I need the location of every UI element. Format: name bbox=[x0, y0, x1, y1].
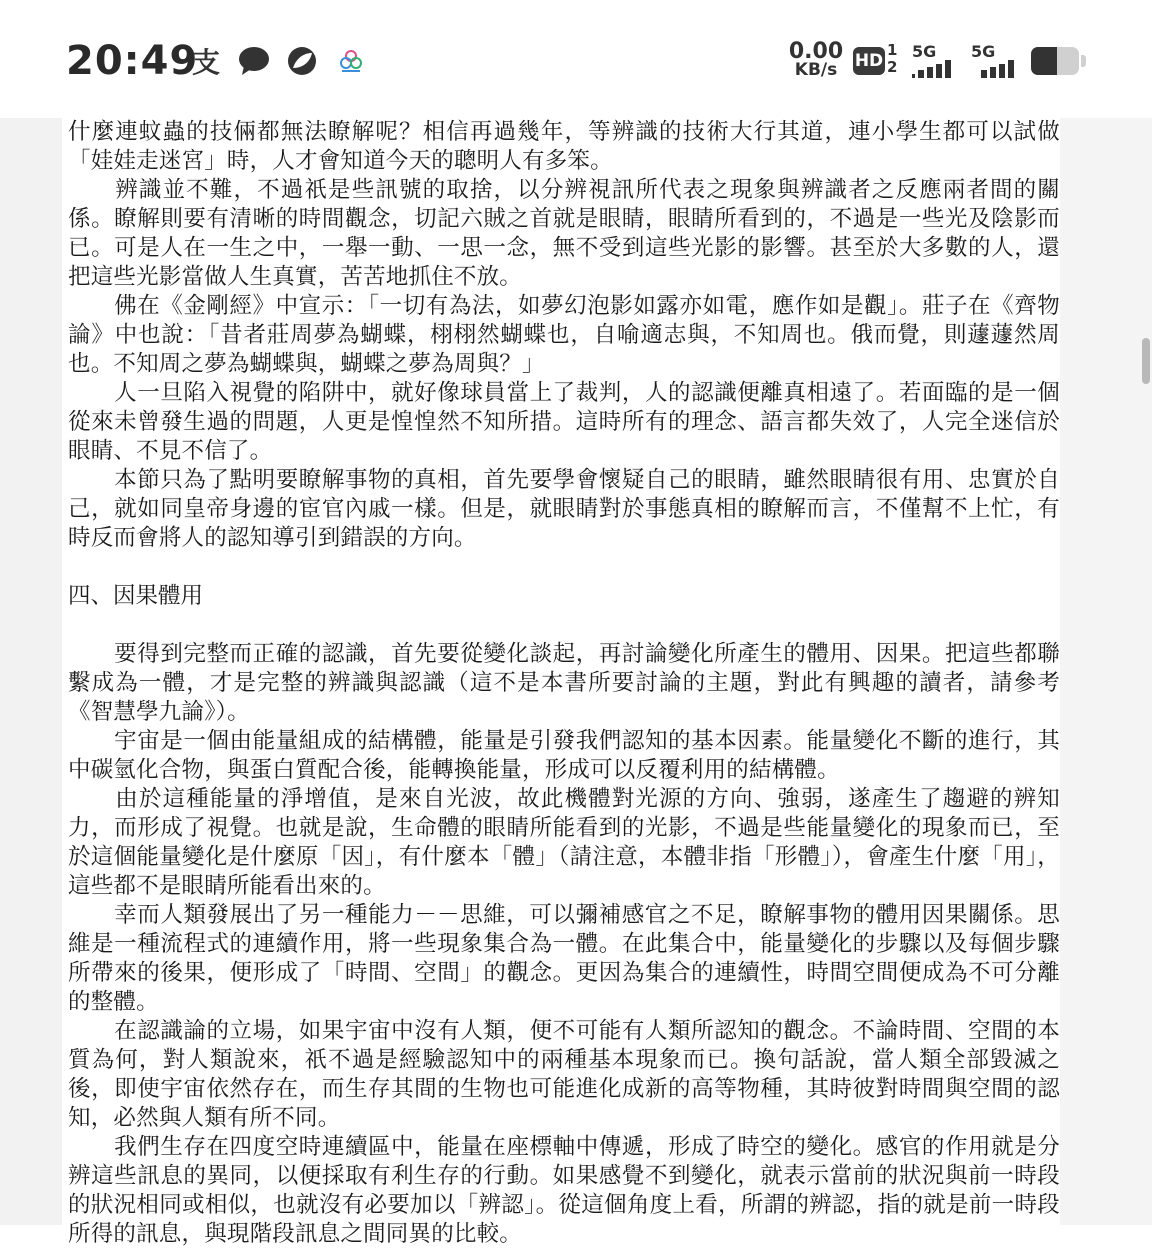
network-speed bbox=[786, 39, 846, 80]
alipay-icon bbox=[190, 44, 224, 82]
paragraph: 宇宙是一個由能量組成的結構體，能量是引發我們認知的基本因素。能量變化不斷的進行，其中碳氫化合物，與蛋白質配合後，能轉換能量，形成可以反覆利用的結構體。 bbox=[68, 728, 1060, 783]
section-heading: 四、因果體用 bbox=[68, 583, 204, 609]
hd-sim-1: 1 bbox=[887, 41, 898, 59]
paragraph: 人一旦陷入視覺的陷阱中，就好像球員當上了裁判，人的認識便離真相遠了。若面臨的是一個從來未曾發生過的問題，人更是惶惶然不知所措。這時所有的理念、語言都失效了，人完全迷信於眼睛、不見不信了。 bbox=[68, 380, 1060, 464]
paragraph: 幸而人類發展出了另一種能力－－思維，可以彌補感官之不足，瞭解事物的體用因果關係。思維是一種流程式的連續作用，將一些現象集合為一體。在此集合中，能量變化的步驟以及每個步驟所帶來的後果，便形成了「時間、空間」的觀念。更因為集合的連續性，時間空間便成為不可分離的整體。 bbox=[68, 902, 1060, 1015]
paragraph: 什麼連蚊蟲的技倆都無法瞭解呢？相信再過幾年，等辨識的技術大行其道，連小學生都可以試做「娃娃走迷宮」時，人才會知道今天的聰明人有多笨。 bbox=[68, 119, 1060, 174]
svg-text:支: 支 bbox=[192, 46, 221, 79]
signal-bars-icon bbox=[912, 60, 956, 78]
status-bar bbox=[0, 0, 1152, 118]
leaf-app-icon bbox=[284, 44, 320, 82]
chat-bubble-icon bbox=[236, 44, 272, 82]
right-margin bbox=[1060, 118, 1152, 1225]
network-speed-value: 0.00 bbox=[788, 39, 844, 64]
scrollbar-thumb[interactable] bbox=[1142, 338, 1150, 384]
left-margin bbox=[0, 118, 62, 1225]
paragraph: 由於這種能量的淨增值，是來自光波，故此機體對光源的方向、強弱，遂產生了趨避的辨知力，而形成了視覺。也就是說，生命體的眼睛所能看到的光影，不過是些能量變化的現象而已，至於這個能量變化是什麼原「因」，有什麼本「體」（請注意，本體非指「形體」），會產生什麼「用」，這些都不是眼睛所能看出來的。 bbox=[68, 786, 1060, 899]
hd-sim-numbers bbox=[887, 42, 897, 76]
signal-bars-icon bbox=[971, 60, 1015, 78]
document-page[interactable] bbox=[62, 118, 1060, 1247]
sim2-network-type: 5G bbox=[971, 42, 996, 61]
paragraph: 佛在《金剛經》中宣示：「一切有為法，如夢幻泡影如露亦如電，應作如是觀」。莊子在《齊物論》中也說：「昔者莊周夢為蝴蝶，栩栩然蝴蝶也，自喻適志與，不知周也。俄而覺，則蘧蘧然周也。不知周之夢為蝴蝶與，蝴蝶之夢為周與？」 bbox=[68, 293, 1060, 377]
network-speed-unit: KB/s bbox=[794, 60, 838, 80]
paragraph: 辨識並不難，不過祇是些訊號的取捨，以分辨視訊所代表之現象與辨識者之反應兩者間的關係。瞭解則要有清晰的時間觀念，切記六賊之首就是眼睛，眼睛所看到的，不過是一些光及陰影而已。可是人在一生之中，一舉一動、一思一念，無不受到這些光影的影響。甚至於大多數的人，還把這些光影當做人生真實，苦苦地抓住不放。 bbox=[68, 177, 1060, 290]
battery-tip bbox=[1081, 55, 1086, 67]
hd-sim-2: 2 bbox=[887, 58, 898, 76]
battery-icon bbox=[1031, 47, 1079, 75]
battery-fill bbox=[1031, 47, 1057, 75]
paragraph: 我們生存在四度空時連續區中，能量在座標軸中傳遞，形成了時空的變化。感官的作用就是分辨這些訊息的異同，以便採取有利生存的行動。如果感覺不到變化，就表示當前的狀況與前一時段的狀況相同或相似，也就沒有必要加以「辨認」。從這個角度上看，所謂的辨認，指的就是前一時段所得的訊息，與現階段訊息之間同異的比較。 bbox=[68, 1134, 1060, 1247]
paragraph: 本節只為了點明要瞭解事物的真相，首先要學會懷疑自己的眼睛，雖然眼睛很有用、忠實於自己，就如同皇帝身邊的宦官內戚一樣。但是，就眼睛對於事態真相的瞭解而言，不僅幫不上忙，有時反而會將人的認知導引到錯誤的方向。 bbox=[68, 467, 1060, 551]
clock-time: 20:49 bbox=[66, 38, 199, 84]
sim1-network-type: 5G bbox=[912, 42, 937, 61]
paragraph: 要得到完整而正確的認識，首先要從變化談起，再討論變化所產生的體用、因果。把這些都聯繫成為一體，才是完整的辨識與認識（這不是本書所要討論的主題，對此有興趣的讀者，請參考《智慧學九論》）。 bbox=[68, 641, 1060, 725]
hd-voice-badge: HD bbox=[853, 47, 885, 75]
flower-app-icon bbox=[336, 44, 366, 82]
paragraph: 在認識論的立場，如果宇宙中沒有人類，便不可能有人類所認知的觀念。不論時間、空間的本質為何，對人類說來，祇不過是經驗認知中的兩種基本現象而已。換句話說，當人類全部毀滅之後，即使宇宙依然存在，而生存其間的生物也可能進化成新的高等物種，其時彼對時間與空間的認知，必然與人類有所不同。 bbox=[68, 1018, 1060, 1131]
